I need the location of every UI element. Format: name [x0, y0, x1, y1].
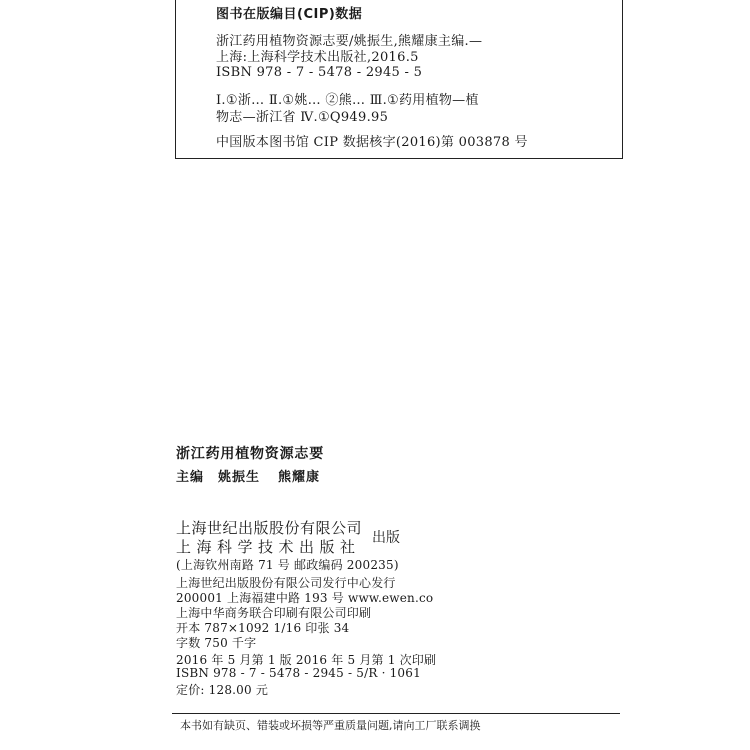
- isbn-line: ISBN 978 - 7 - 5478 - 2945 - 5/R · 1061: [176, 666, 421, 680]
- cip-title: 图书在版编目(CIP)数据: [216, 7, 363, 22]
- wordcount-line: 字数 750 千字: [176, 636, 257, 650]
- printer-line: 上海中华商务联合印刷有限公司印刷: [176, 606, 372, 620]
- editor-name: 姚振生: [218, 470, 261, 485]
- editor-label: 主编: [176, 470, 205, 485]
- publisher-name-secondary: 上海科学技术出版社: [176, 538, 361, 556]
- cip-line-record-number: 中国版本图书馆 CIP 数据核字(2016)第 003878 号: [216, 135, 528, 150]
- format-line: 开本 787×1092 1/16 印张 34: [176, 621, 350, 635]
- cip-line-isbn: ISBN 978 - 7 - 5478 - 2945 - 5: [216, 65, 423, 80]
- book-title: 浙江药用植物资源志要: [176, 446, 324, 462]
- edition-line: 2016 年 5 月第 1 版 2016 年 5 月第 1 次印刷: [176, 653, 437, 667]
- cip-line-publication: 上海:上海科学技术出版社,2016.5: [216, 50, 419, 65]
- publisher-action: 出版: [372, 530, 400, 546]
- cip-line-subject: Ⅰ.①浙… Ⅱ.①姚… ②熊… Ⅲ.①药用植物—植: [216, 93, 479, 108]
- footer-divider: [172, 713, 620, 714]
- editors-line: [176, 466, 320, 485]
- cip-line-classification: 物志—浙江省 Ⅳ.①Q949.95: [216, 110, 389, 125]
- publisher-name-primary: 上海世纪出版股份有限公司: [176, 519, 363, 537]
- editor-name: 熊耀康: [278, 470, 321, 485]
- publisher-address: (上海钦州南路 71 号 邮政编码 200235): [176, 558, 399, 572]
- distributor-address: 200001 上海福建中路 193 号 www.ewen.co: [176, 591, 434, 605]
- distributor-line: 上海世纪出版股份有限公司发行中心发行: [176, 576, 396, 590]
- price-line: 定价: 128.00 元: [176, 683, 269, 697]
- footer-note: 本书如有缺页、错装或坏损等严重质量问题,请向工厂联系调换: [180, 719, 481, 732]
- cip-line-catalog-entry: 浙江药用植物资源志要/姚振生,熊耀康主编.—: [216, 34, 483, 49]
